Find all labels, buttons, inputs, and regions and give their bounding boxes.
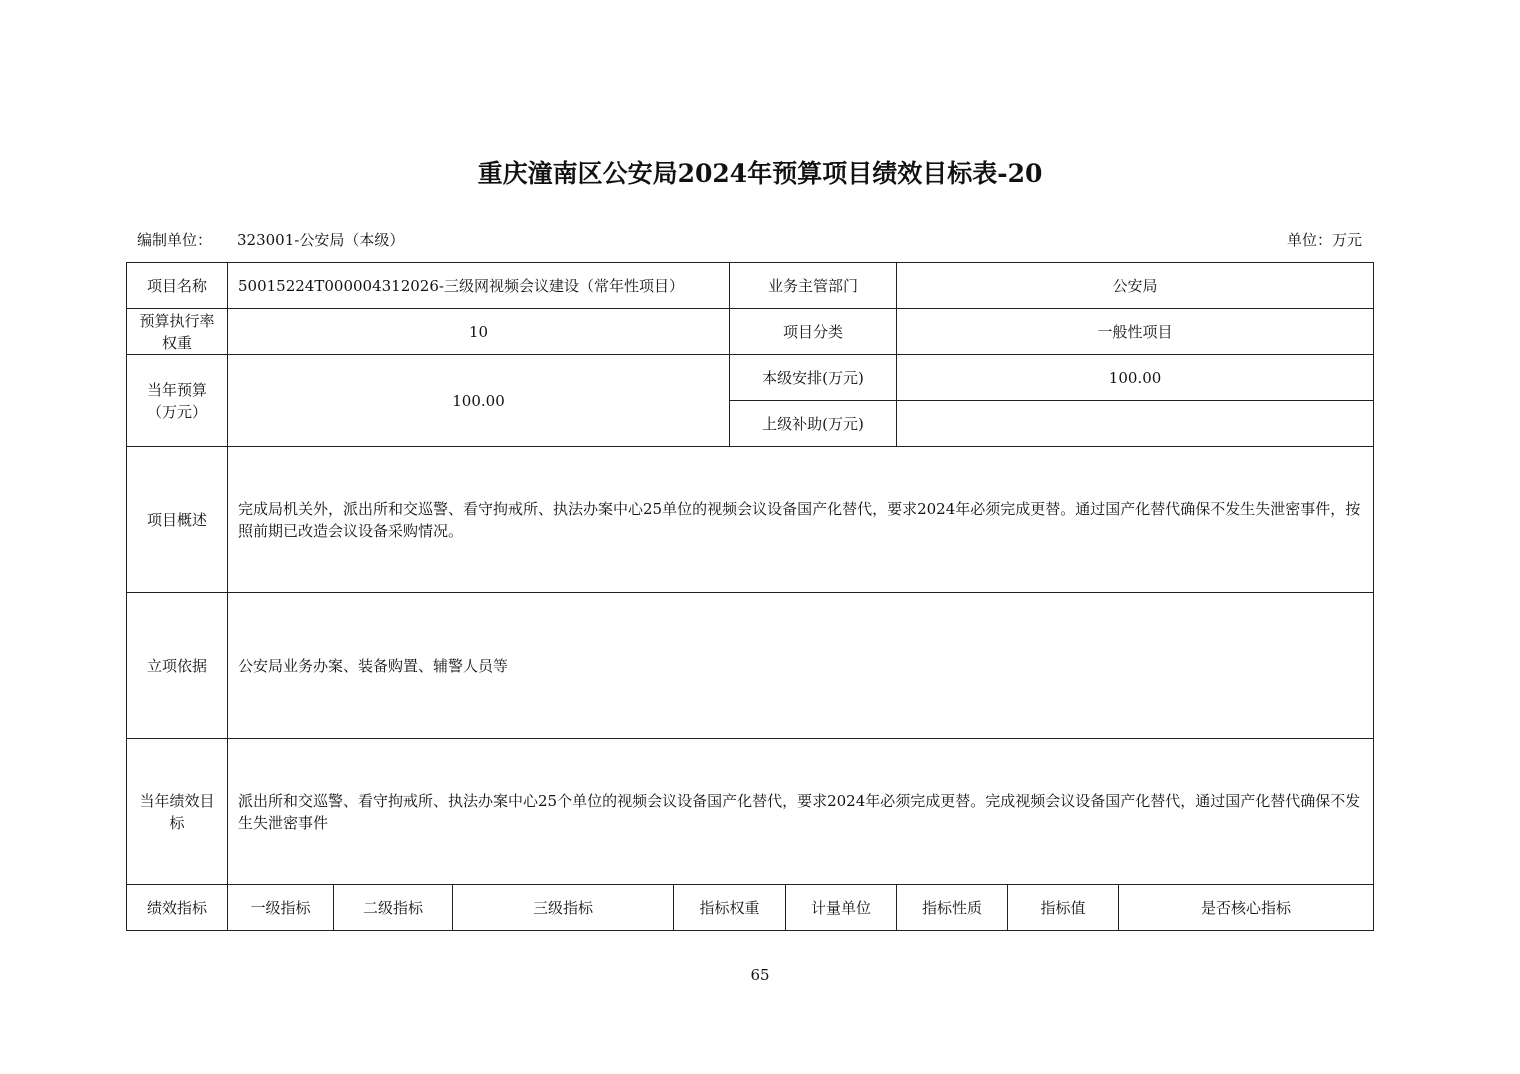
performance-target-table xyxy=(126,262,1374,931)
category-label: 项目分类 xyxy=(730,309,897,355)
indicator-header: 指标权重 xyxy=(674,885,786,931)
indicator-header: 指标性质 xyxy=(897,885,1008,931)
project-name-value: 50015224T000004312026-三级网视频会议建设（常年性项目） xyxy=(228,263,730,309)
local-value: 100.00 xyxy=(897,355,1374,401)
indicator-header: 指标值 xyxy=(1008,885,1119,931)
local-label: 本级安排(万元) xyxy=(730,355,897,401)
row-overview xyxy=(127,447,1374,593)
goal-label: 当年绩效目标 xyxy=(127,739,228,885)
currency-unit: 单位：万元 xyxy=(1286,231,1362,249)
row-indicator-headers xyxy=(127,885,1374,931)
row-goal xyxy=(127,739,1374,885)
exec-rate-value: 10 xyxy=(228,309,730,355)
row-budget xyxy=(127,355,1374,401)
basis-value: 公安局业务办案、装备购置、辅警人员等 xyxy=(228,593,1374,739)
budget-value: 100.00 xyxy=(228,355,730,447)
row-project-name xyxy=(127,263,1374,309)
project-name-label: 项目名称 xyxy=(127,263,228,309)
exec-rate-label: 预算执行率权重 xyxy=(127,309,228,355)
dept-value: 公安局 xyxy=(897,263,1374,309)
indicator-header: 二级指标 xyxy=(334,885,453,931)
indicator-header: 一级指标 xyxy=(228,885,334,931)
compiling-unit-value: 323001-公安局（本级） xyxy=(237,231,405,249)
indicator-header: 是否核心指标 xyxy=(1119,885,1374,931)
subsidy-value xyxy=(897,401,1374,447)
basis-label: 立项依据 xyxy=(127,593,228,739)
indicator-header: 三级指标 xyxy=(453,885,674,931)
budget-label: 当年预算（万元） xyxy=(127,355,228,447)
subsidy-label: 上级补助(万元) xyxy=(730,401,897,447)
row-basis xyxy=(127,593,1374,739)
overview-value: 完成局机关外，派出所和交巡警、看守拘戒所、执法办案中心25单位的视频会议设备国产化替代，要求2024年必须完成更替。通过国产化替代确保不发生失泄密事件，按照前期已改造会议设备采购情况。 xyxy=(228,447,1374,593)
dept-label: 业务主管部门 xyxy=(730,263,897,309)
compiling-unit xyxy=(137,229,404,250)
indicator-header: 绩效指标 xyxy=(127,885,228,931)
page-title: 重庆潼南区公安局2024年预算项目绩效目标表-20 xyxy=(477,159,1043,188)
goal-value: 派出所和交巡警、看守拘戒所、执法办案中心25个单位的视频会议设备国产化替代，要求2024年必须完成更替。完成视频会议设备国产化替代，通过国产化替代确保不发生失泄密事件 xyxy=(228,739,1374,885)
row-exec-rate xyxy=(127,309,1374,355)
indicator-header: 计量单位 xyxy=(786,885,897,931)
page-number: 65 xyxy=(750,966,770,984)
overview-label: 项目概述 xyxy=(127,447,228,593)
category-value: 一般性项目 xyxy=(897,309,1374,355)
compiling-unit-label: 编制单位： xyxy=(137,231,213,249)
